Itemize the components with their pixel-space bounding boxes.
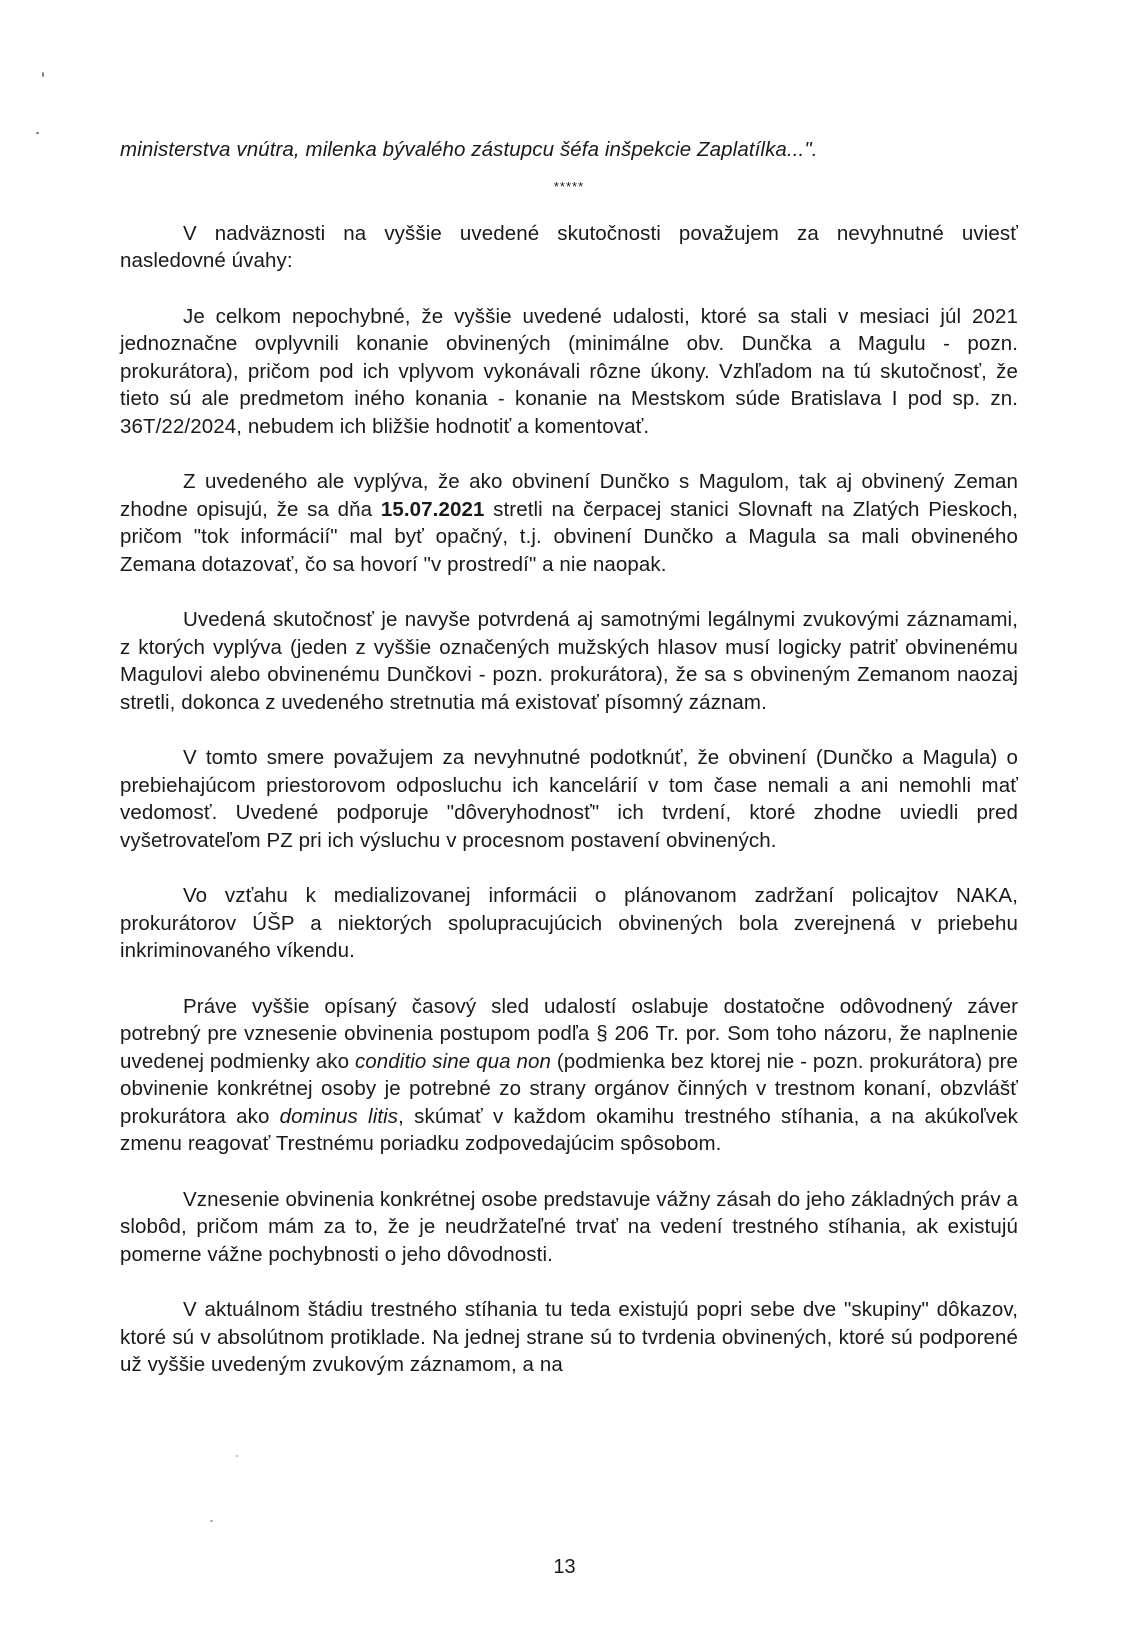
paragraph-3-text-before: Z uvedeného ale vyplýva, že ako obvinení Dunčko s Magulom, tak aj obvinený Zeman zhodne opisujú, že sa dňa <box>120 470 1018 521</box>
scan-speck <box>36 132 39 134</box>
page-number: 13 <box>553 1556 576 1578</box>
paragraph-7-part-1: Práve vyššie opísaný časový sled udalostí oslabuje dostatočne odôvodnený záver potrebný pre vznesenie obvinenia postupom podľa § 206 Tr. por. Som toho názoru, že naplnenie uvedenej podmienky ako <box>120 994 1018 1073</box>
latin-term-dominus: dominus litis <box>279 1104 399 1128</box>
paragraph-3-text-after: stretli na čerpacej stanici Slovnaft na Zlatých Pieskoch, pričom "tok informácií" mal byť opačný, t.j. obvinení Dunčko a Magula sa mali obvineného Zemana dotazovať, čo sa hovorí "v prostredí" a nie naopak. <box>120 497 1019 576</box>
latin-term-conditio: conditio sine qua non <box>354 1049 551 1073</box>
paragraph-4: Uvedená skutočnosť je navyše potvrdená aj samotnými legálnymi zvukovými záznamami, z ktorých vyplýva (jeden z vyššie označených mužských hlasov musí logicky patriť obvinenému Magulovi alebo obvinenému Dunčkovi - pozn. prokurátora), že sa s obvineným Zemanom naozaj stretli, dokonca z uvedeného stretnutia má existovať písomný záznam. <box>120 608 1018 714</box>
paragraph-7 <box>120 993 1018 1158</box>
paragraph-6: Vo vzťahu k medializovanej informácii o plánovanom zadržaní policajtov NAKA, prokurátorov ÚŠP a niektorých spolupracujúcich obvinených bola zverejnená v priebehu inkriminovaného víkendu. <box>120 884 1018 962</box>
scan-speck <box>210 1520 213 1522</box>
paragraph-3 <box>120 468 1018 578</box>
paragraph-8: Vznesenie obvinenia konkrétnej osobe predstavuje vážny zásah do jeho základných práv a slobôd, pričom mám za to, že je neudržateľné trvať na vedení trestného stíhania, ak existujú pomerne vážne pochybnosti o jeho dôvodnosti. <box>120 1187 1018 1266</box>
scan-speck <box>42 72 44 77</box>
meeting-date: 15.07.2021 <box>380 497 485 521</box>
section-separator: ***** <box>553 178 585 194</box>
paragraph-1: V nadväznosti na vyššie uvedené skutočnosti považujem za nevyhnutné uviesť nasledovné úvahy: <box>120 221 1018 272</box>
paragraph-7-part-2: (podmienka bez ktorej nie - pozn. prokurátora) pre obvinenie konkrétnej osoby je potrebné zo strany orgánov činných v trestnom konaní, obzvlášť prokurátora ako <box>120 1049 1018 1128</box>
paragraph-2: Je celkom nepochybné, že vyššie uvedené udalosti, ktoré sa stali v mesiaci júl 2021 jednoznačne ovplyvnili konanie obvinených (minimálne obv. Dunčka a Magulu - pozn. prokurátora), pričom pod ich vplyvom vykonávali rôzne úkony. Vzhľadom na tú skutočnosť, že tieto sú ale predmetom iného konania - konanie na Mestskom súde Bratislava I pod sp. zn. 36T/22/2024, nebudem ich bližšie hodnotiť a komentovať. <box>120 304 1018 438</box>
scan-speck <box>236 1455 238 1457</box>
document-body <box>120 136 1018 1379</box>
intro-line: ministerstva vnútra, milenka bývalého zástupcu šéfa inšpekcie Zaplatílka...". <box>120 138 818 161</box>
paragraph-7-part-3: , skúmať v každom okamihu trestného stíhania, a na akúkoľvek zmenu reagovať Trestnému poriadku zodpovedajúcim spôsobom. <box>120 1104 1018 1155</box>
paragraph-9: V aktuálnom štádiu trestného stíhania tu teda existujú popri sebe dve "skupiny" dôkazov, ktoré sú v absolútnom protiklade. Na jednej strane sú to tvrdenia obvinených, ktoré sú podporené už vyššie uvedeným zvukovým záznamom, a na <box>120 1298 1018 1376</box>
paragraph-5: V tomto smere považujem za nevyhnutné podotknúť, že obvinení (Dunčko a Magula) o prebiehajúcom priestorovom odposluchu ich kancelárií v tom čase nemali a ani nemohli mať vedomosť. Uvedené podporuje "dôveryhodnosť" ich tvrdení, ktoré zhodne uviedli pred vyšetrovateľom PZ pri ich výsluchu v procesnom postavení obvinených. <box>120 746 1018 852</box>
